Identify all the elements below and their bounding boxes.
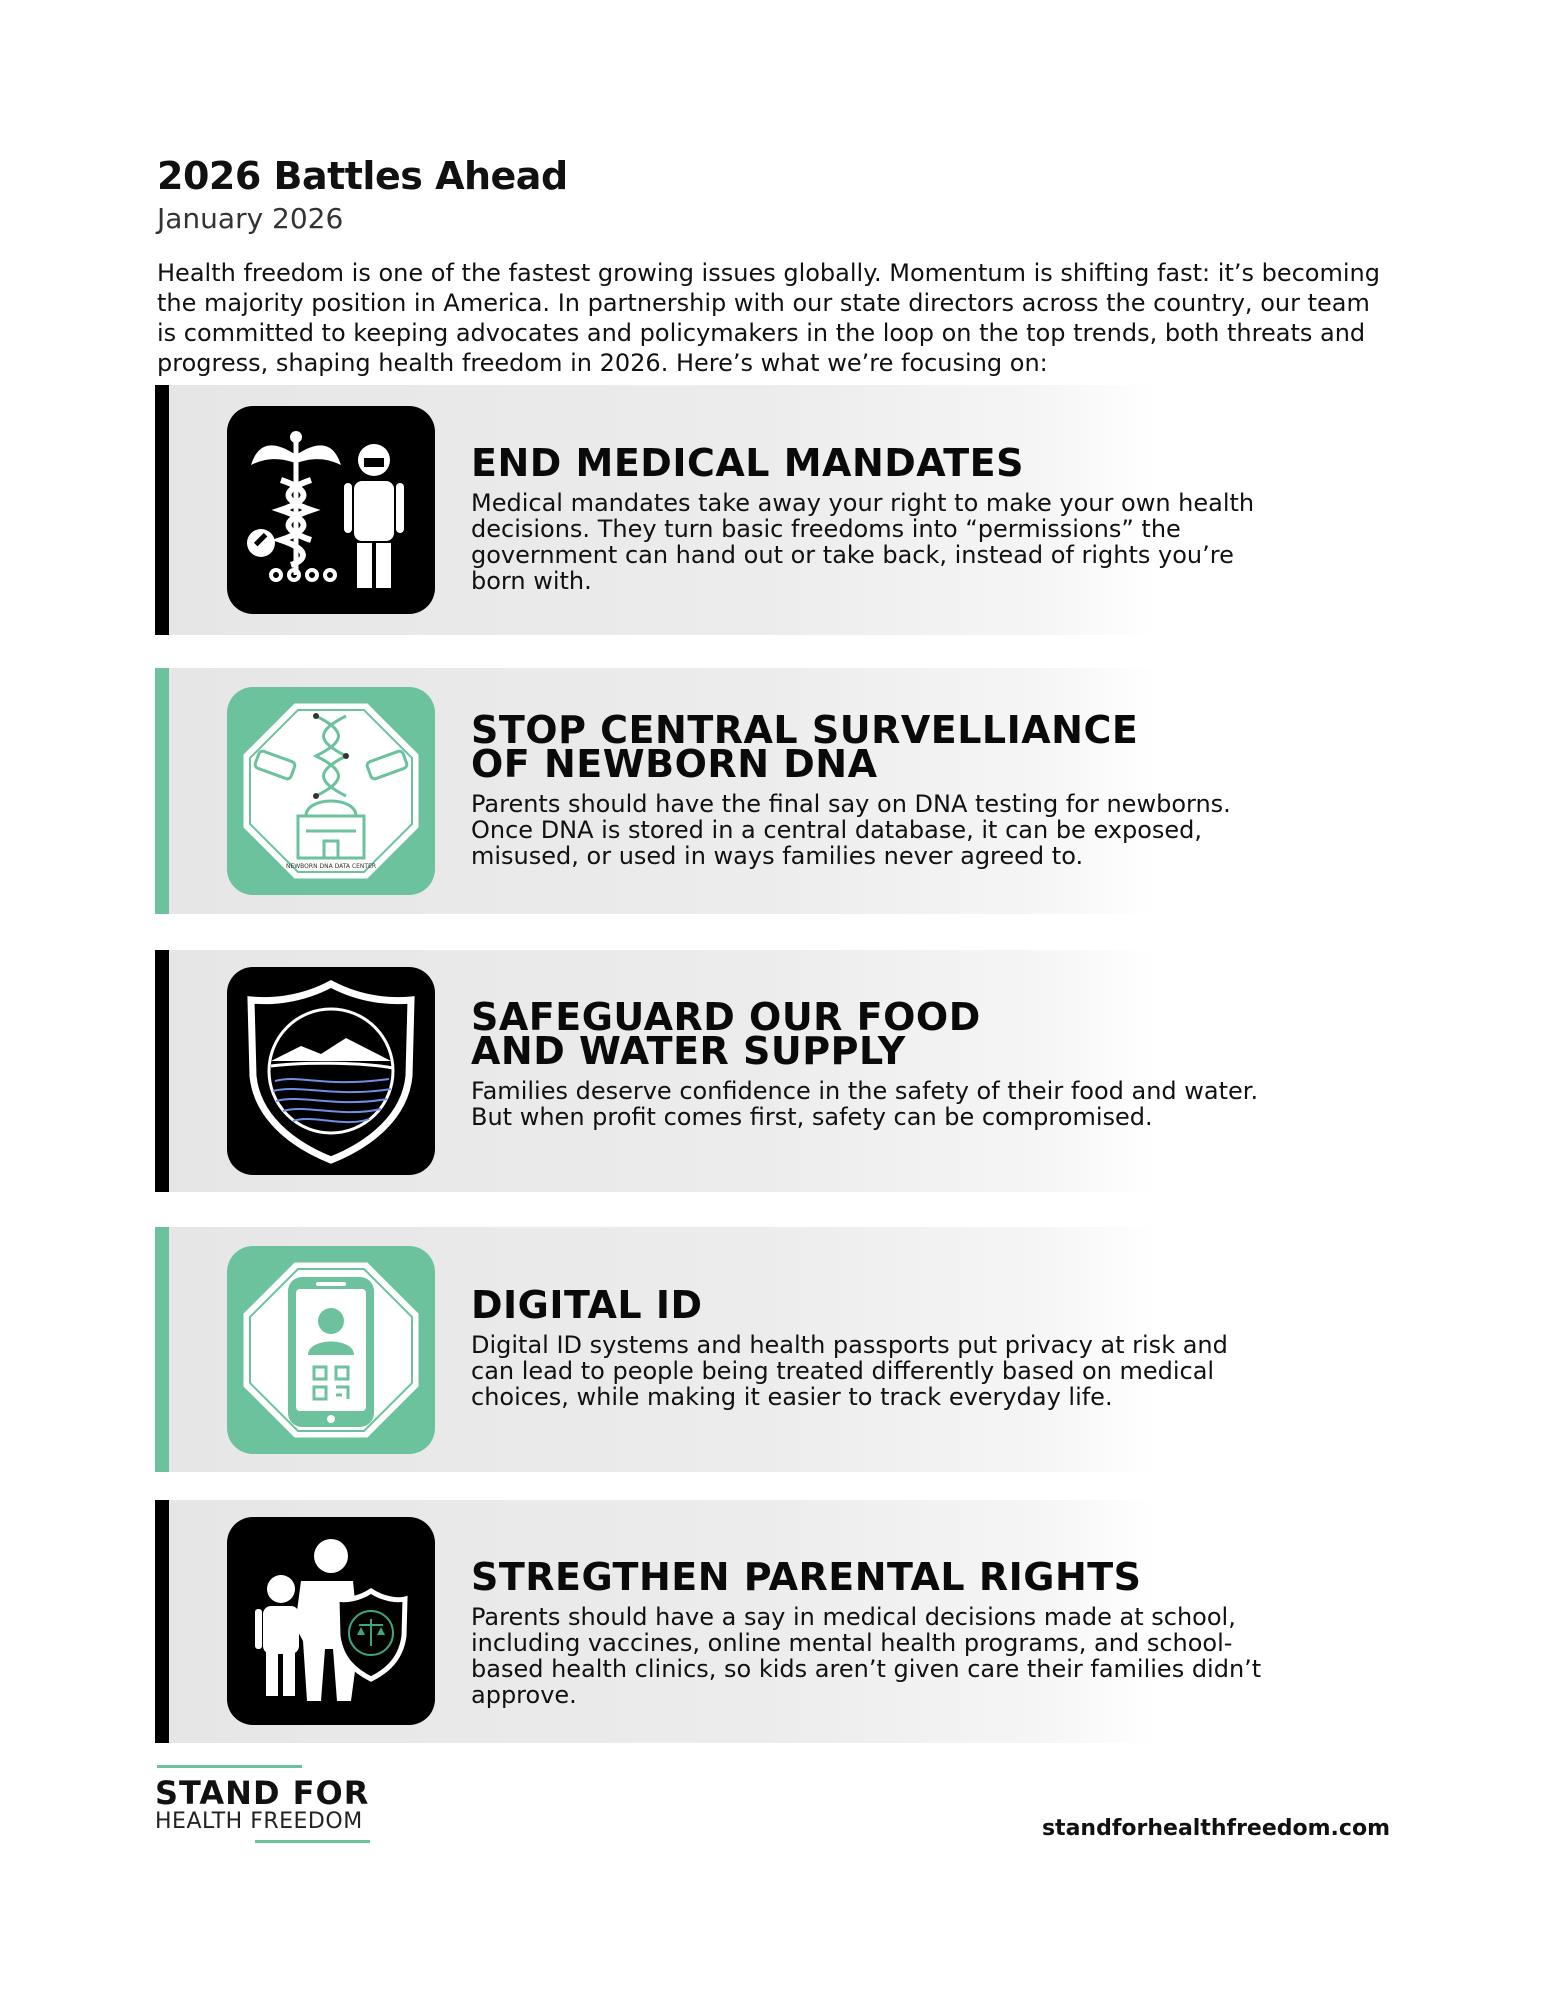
intro-paragraph: Health freedom is one of the fastest growing issues globally. Momentum is shifting fast: it’s becoming the majority position in America. In partnership with our state directors across the country, our team is committed to keeping advocates and policymakers in the loop on the top trends, both threats and progress, shaping health freedom in 2026. Here’s what we’re focusing on: <box>157 259 1380 377</box>
card-parental-rights <box>155 1500 1262 1743</box>
card-content <box>471 708 1275 870</box>
logo-top-line <box>157 1765 302 1768</box>
website-link[interactable]: standforhealthfreedom.com <box>1041 1816 1390 1841</box>
shield-landscape-icon <box>227 967 435 1175</box>
card-heading: DIGITAL ID <box>471 1283 703 1327</box>
card-heading: SAFEGUARD OUR FOOD <box>471 995 981 1039</box>
card-text: Parents should have the final say on DNA testing for newborns. Once DNA is stored in a central database, it can be exposed, misused, or used in ways families never agreed to. <box>471 790 1231 870</box>
organization-logo <box>155 1765 375 1843</box>
card-digital-id <box>155 1227 1228 1472</box>
page-header <box>157 152 1387 378</box>
card-text: Families deserve confidence in the safety of their food and water. But when profit comes first, safety can be compromised. <box>471 1077 1259 1131</box>
phone-digital-id-icon <box>227 1246 435 1454</box>
card-text: Parents should have a say in medical decisions made at school, including vaccines, online mental health programs, and school-based health clinics, so kids aren’t given care their families didn’t approve. <box>471 1603 1262 1709</box>
dna-surveillance-icon <box>227 687 435 895</box>
card-accent-bar <box>155 668 169 914</box>
parent-child-shield-icon <box>227 1517 435 1725</box>
card-end-medical-mandates <box>155 385 1255 635</box>
page-date: January 2026 <box>157 202 344 235</box>
logo-bottom-text: HEALTH FREEDOM <box>155 1809 363 1834</box>
caduceus-chained-person-icon <box>227 406 435 614</box>
card-heading: STREGTHEN PARENTAL RIGHTS <box>471 1555 1142 1599</box>
card-accent-bar <box>155 1500 169 1743</box>
card-text: Medical mandates take away your right to make your own health decisions. They turn basic freedoms into “permissions” the government can hand out or take back, instead of rights you’re born with. <box>471 489 1255 595</box>
card-heading-line-2: OF NEWBORN DNA <box>471 742 878 786</box>
logo-top-text: STAND FOR <box>155 1774 370 1812</box>
page-title: 2026 Battles Ahead <box>157 154 568 198</box>
card-content <box>471 995 1275 1131</box>
card-text: Digital ID systems and health passports put privacy at risk and can lead to people being treated differently based on medical choices, while making it easier to track everyday life. <box>471 1331 1228 1411</box>
logo-bottom-line <box>255 1840 370 1843</box>
card-stop-dna-surveillance <box>155 668 1231 914</box>
card-content <box>471 1555 1275 1709</box>
card-heading: END MEDICAL MANDATES <box>471 441 1025 485</box>
card-accent-bar <box>155 385 169 635</box>
card-heading: STOP CENTRAL SURVELLIANCE <box>471 708 1139 752</box>
card-safeguard-food-water <box>155 950 1259 1192</box>
card-content <box>471 441 1275 595</box>
card-heading-line-2: AND WATER SUPPLY <box>471 1029 906 1073</box>
icon-caption: NEWBORN DNA DATA CENTER <box>285 863 377 870</box>
card-accent-bar <box>155 950 169 1192</box>
card-content <box>471 1283 1275 1411</box>
card-accent-bar <box>155 1227 169 1472</box>
